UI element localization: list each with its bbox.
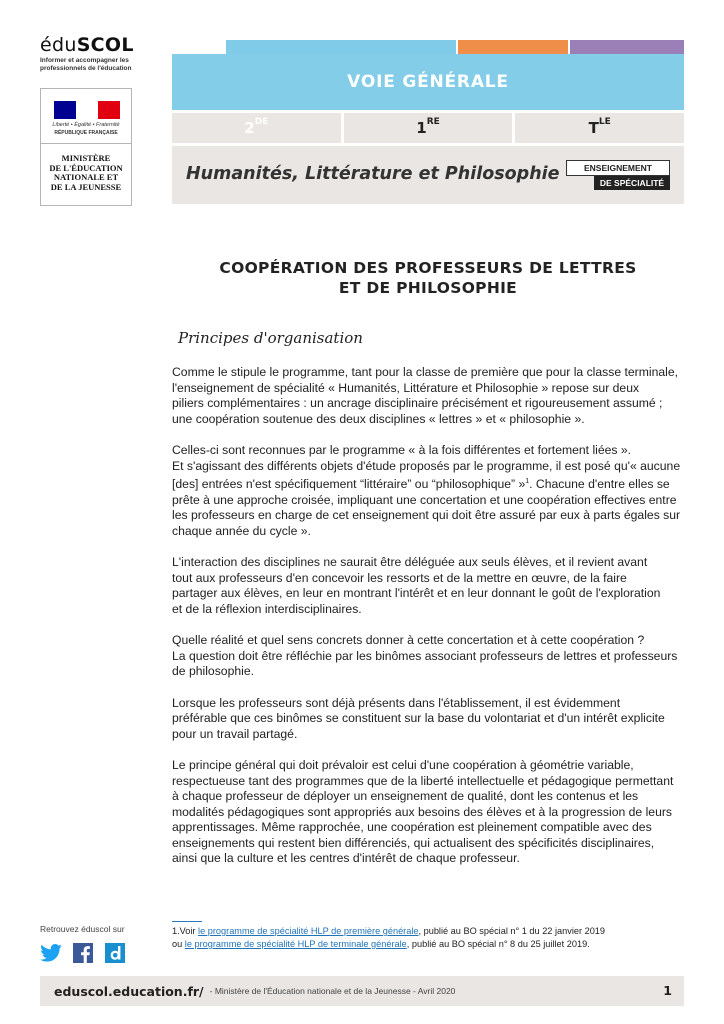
paragraph: Comme le stipule le programme, tant pour la classe de première que pour la classe terminale, l'enseignement de spécialité « Humanités, Littérature et Philosophie » repose sur deux piliers complémentaires : un ancrage disciplinaire précisément et rigoureusement assumé ; une coopération soutenue des deux disciplines « lettres » et « philosophie ». — [172, 365, 679, 426]
footnote-line-2: ou le programme de spécialité HLP de terminale générale, publié au BO spécial n° 8 du 25 juillet 2019. — [172, 939, 590, 949]
dailymotion-icon[interactable] — [104, 942, 126, 964]
level-bar — [172, 113, 684, 143]
programme-premiere-link[interactable]: le programme de spécialité HLP de première générale — [198, 926, 419, 936]
specialty-badge — [566, 160, 670, 190]
track-label: VOIE GÉNÉRALE — [347, 72, 509, 92]
paragraph: Le principe général qui doit prévaloir est celui d'une coopération à géométrie variable, respectueuse tant des programmes que de la liberté intellectuelle et pédagogique permettant à chaque professeur de déployer un enseignement de qualité, dont les contenus et les modalités pédagogiques sont appropriés aux besoins des élèves et à la progression de leurs apprentissages. Même rapprochée, une coopération est pleinement compatible avec des enseignements qui restent bien différenciés, qui actualisent des spécificités disciplinaires, ainsi que la culture et les centres d'intérêt de chaque professeur. — [172, 757, 674, 866]
page-number: 1 — [663, 983, 672, 998]
level-premiere: 1 $^{RE}$ — [341, 113, 513, 143]
ministry-name: MINISTÈRE DE L'ÉDUCATION NATIONALE ET DE LA JEUNESSE — [49, 153, 123, 192]
paragraph: L'interaction des disciplines ne saurait être déléguée aux seuls élèves, et il revient avant tout aux professeurs d'en concevoir les ressorts et de la mettre en œuvre, de la faire partager aux élèves, en leur en montrant l'intérêt et en leur donnant le goût de l'exploration et de la réflexion interdisciplinaires. — [172, 555, 661, 616]
eduscol-logo[interactable] — [40, 36, 150, 73]
ministry-logo — [40, 88, 132, 206]
level-seconde: 2 $^{DE}$ — [244, 117, 269, 137]
programme-terminale-link[interactable]: le programme de spécialité HLP de terminale générale — [184, 939, 407, 949]
stripe-purple — [570, 40, 684, 54]
marianne-block — [41, 89, 131, 144]
twitter-icon[interactable] — [40, 942, 62, 964]
stripe-blue — [226, 40, 456, 54]
badge-top: ENSEIGNEMENT — [566, 160, 670, 176]
facebook-icon[interactable] — [72, 942, 94, 964]
body-text — [172, 365, 688, 883]
badge-bottom: DE SPÉCIALITÉ — [594, 176, 670, 190]
eduscol-wordmark: éduSCOL — [40, 34, 134, 56]
footer-bar — [40, 976, 684, 1006]
french-flag-icon — [54, 101, 120, 119]
footnote-marker[interactable]: 1 — [525, 478, 530, 486]
level-terminale: T $^{LE}$ — [512, 113, 684, 143]
track-banner — [172, 54, 684, 110]
footer-info: - Ministère de l'Éducation nationale et de la Jeunesse - Avril 2020 — [209, 986, 456, 996]
republic-label: RÉPUBLIQUE FRANÇAISE — [54, 130, 118, 136]
footer-site-link[interactable]: eduscol.education.fr/ — [54, 983, 204, 999]
subject-title: Humanités, Littérature et Philosophie — [186, 164, 560, 184]
footnote-rule — [172, 921, 202, 922]
eduscol-tagline: Informer et accompagner les professionnels de l'éducation — [40, 57, 132, 72]
paragraph: Lorsque les professeurs sont déjà présents dans l'établissement, il est évidemment préférable que ces binômes se constituent sur la base du volontariat et d'un intérêt explicite pour un travail partagé. — [172, 695, 665, 741]
footnote — [172, 925, 605, 951]
paragraph: Celles-ci sont reconnues par le programme « à la fois différentes et fortement liées ». Et s'agissant des différents objets d'étude proposés par le programme, il est posé qu'« aucune [des] entrées n'est spécifiquement “littéraire” ou “philosophique” »$^1$. Chacune d'entre elles se prête à une approche croisée, impliquant une concertation et une coopération effectives entre les professeurs en charge de cet enseignement qui doit être assuré par eux à parts égales sur chaque année du cycle ». — [172, 442, 681, 538]
subject-banner — [172, 146, 684, 204]
social-label: Retrouvez éduscol sur — [40, 924, 125, 934]
footnote-line-1: 1.Voir le programme de spécialité HLP de première générale, publié au BO spécial n° 1 du 22 janvier 2019 — [172, 926, 606, 936]
paragraph: Quelle réalité et quel sens concrets donner à cette concertation et à cette coopération ? La question doit être réfléchie par les binômes associant professeurs de lettres et professeurs de philosophie. — [172, 633, 678, 679]
stripe-orange — [458, 40, 568, 54]
republic-motto: Liberté • Égalité • Fraternité — [52, 122, 120, 128]
section-heading: Principes d'organisation — [178, 329, 363, 347]
document-title: COOPÉRATION DES PROFESSEURS DE LETTRES ET DE PHILOSOPHIE — [219, 259, 637, 297]
social-links — [40, 942, 126, 964]
